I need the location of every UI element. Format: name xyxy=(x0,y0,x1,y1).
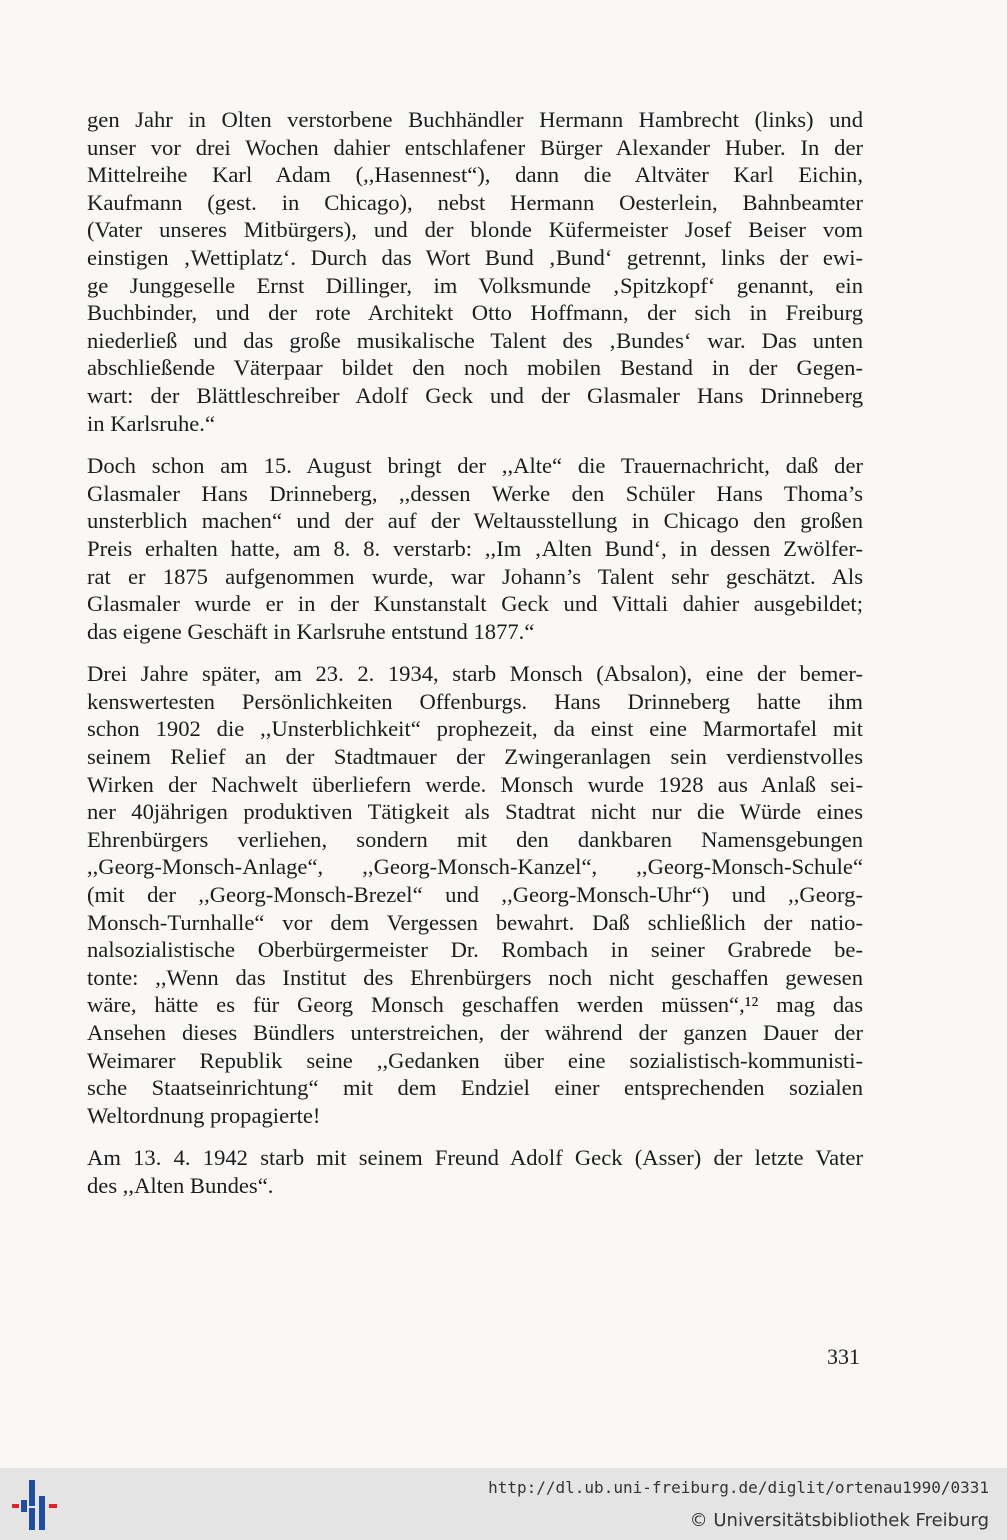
text-line: seinem Relief an der Stadtmauer der Zwingeranlagen sein verdienstvolles xyxy=(87,744,863,770)
text-line: Weltordnung propagierte! xyxy=(87,1102,321,1128)
paragraph-3 xyxy=(87,660,863,1129)
logo-bar-left xyxy=(21,1500,27,1512)
text-line: einstigen ‚Wettiplatz‘. Durch das Wort Bund ‚Bund‘ getrennt, links der ewi- xyxy=(87,244,863,270)
text-line: (mit der ,,Georg-Monsch-Brezel“ und ,,Georg-Monsch-Uhr“) und ,,Georg- xyxy=(87,882,863,908)
text-line: sche Staatseinrichtung“ mit dem Endziel einer entsprechenden sozialen xyxy=(87,1075,863,1101)
text-line: ner 40jährigen produktiven Tätigkeit als Stadtrat nicht nur die Würde eines xyxy=(87,799,863,825)
text-line: schon 1902 die ,,Unsterblichkeit“ prophezeit, da einst eine Marmortafel mit xyxy=(87,716,863,742)
text-line: Weimarer Republik seine ,,Gedanken über eine sozialistisch-kommunisti- xyxy=(87,1047,863,1073)
text-line: Mittelreihe Karl Adam (,,Hasennest“), dann die Altväter Karl Eichin, xyxy=(87,162,863,188)
text-line: Monsch-Turnhalle“ vor dem Vergessen bewahrt. Daß schließlich der natio- xyxy=(87,909,863,935)
text-line: (Vater unseres Mitbürgers), und der blonde Küfermeister Josef Beiser vom xyxy=(87,217,863,243)
text-line: des ,,Alten Bundes“. xyxy=(87,1172,274,1198)
text-line: Preis erhalten hatte, am 8. 8. verstarb: ,,Im ‚Alten Bund‘, in dessen Zwölfer- xyxy=(87,535,863,561)
page-number: 331 xyxy=(827,1344,860,1369)
text-line: Am 13. 4. 1942 starb mit seinem Freund Adolf Geck (Asser) der letzte Vater xyxy=(87,1145,863,1171)
ub-freiburg-logo-icon xyxy=(12,1476,64,1534)
text-line: ,,Georg-Monsch-Anlage“, ,,Georg-Monsch-Kanzel“, ,,Georg-Monsch-Schule“ xyxy=(87,854,863,880)
text-line: Buchbinder, und der rote Architekt Otto Hoffmann, der sich in Freiburg xyxy=(87,300,863,326)
logo-bar-center-bottom xyxy=(29,1508,35,1530)
text-line: wäre, hätte es für Georg Monsch geschaffen werden müssen“,¹² mag das xyxy=(87,992,863,1018)
copyright-notice: © Universitätsbibliothek Freiburg xyxy=(689,1510,989,1531)
text-line: tonte: ,,Wenn das Institut des Ehrenbürgers noch nicht geschaffen gewesen xyxy=(87,964,863,990)
document-body xyxy=(87,106,863,1215)
text-line: unsterblich machen“ und der auf der Weltausstellung in Chicago den großen xyxy=(87,508,863,534)
text-line: Kaufmann (gest. in Chicago), nebst Hermann Oesterlein, Bahnbeamter xyxy=(87,189,863,215)
paragraph-4 xyxy=(87,1144,863,1199)
text-line: abschließende Väterpaar bildet den noch mobilen Bestand in der Gegen- xyxy=(87,355,863,381)
text-line: Doch schon am 15. August bringt der ,,Alte“ die Trauernachricht, daß der xyxy=(87,453,863,479)
logo-bar-right xyxy=(39,1496,45,1530)
text-line: unser vor drei Wochen dahier entschlafener Bürger Alexander Huber. In der xyxy=(87,134,863,160)
paragraph-2 xyxy=(87,452,863,645)
logo-dash-right xyxy=(49,1504,57,1508)
text-line: in Karlsruhe.“ xyxy=(87,410,215,436)
paragraph-1 xyxy=(87,106,863,437)
text-line: ge Junggeselle Ernst Dillinger, im Volksmunde ‚Spitzkopf‘ genannt, ein xyxy=(87,272,863,298)
text-line: kenswertesten Persönlichkeiten Offenburgs. Hans Drinneberg hatte ihm xyxy=(87,688,863,714)
text-line: nalsozialistische Oberbürgermeister Dr. Rombach in seiner Grabrede be- xyxy=(87,937,863,963)
logo-dash-left xyxy=(12,1504,19,1508)
text-line: rat er 1875 aufgenommen wurde, war Johann’s Talent sehr geschätzt. Als xyxy=(87,563,863,589)
text-line: das eigene Geschäft in Karlsruhe entstund 1877.“ xyxy=(87,618,535,644)
text-line: Glasmaler wurde er in der Kunstanstalt Geck und Vittali dahier ausgebildet; xyxy=(87,591,863,617)
permalink-url[interactable]: http://dl.ub.uni-freiburg.de/diglit/ortenau1990/0331 xyxy=(488,1478,989,1497)
text-line: Wirken der Nachwelt überliefern werde. Monsch wurde 1928 aus Anlaß sei- xyxy=(87,771,863,797)
text-line: gen Jahr in Olten verstorbene Buchhändler Hermann Hambrecht (links) und xyxy=(87,107,863,132)
text-line: Ehrenbürgers verliehen, sondern mit den dankbaren Namensgebungen xyxy=(87,826,863,852)
text-line: niederließ und das große musikalische Talent des ‚Bundes‘ war. Das unten xyxy=(87,327,863,353)
text-line: wart: der Blättleschreiber Adolf Geck und der Glasmaler Hans Drinneberg xyxy=(87,382,863,408)
text-line: Ansehen dieses Bündlers unterstreichen, der während der ganzen Dauer der xyxy=(87,1020,863,1045)
text-line: Glasmaler Hans Drinneberg, ,,dessen Werke den Schüler Hans Thoma’s xyxy=(87,480,863,506)
text-line: Drei Jahre später, am 23. 2. 1934, starb Monsch (Absalon), eine der bemer- xyxy=(87,661,863,687)
logo-bar-center-top xyxy=(29,1480,35,1506)
